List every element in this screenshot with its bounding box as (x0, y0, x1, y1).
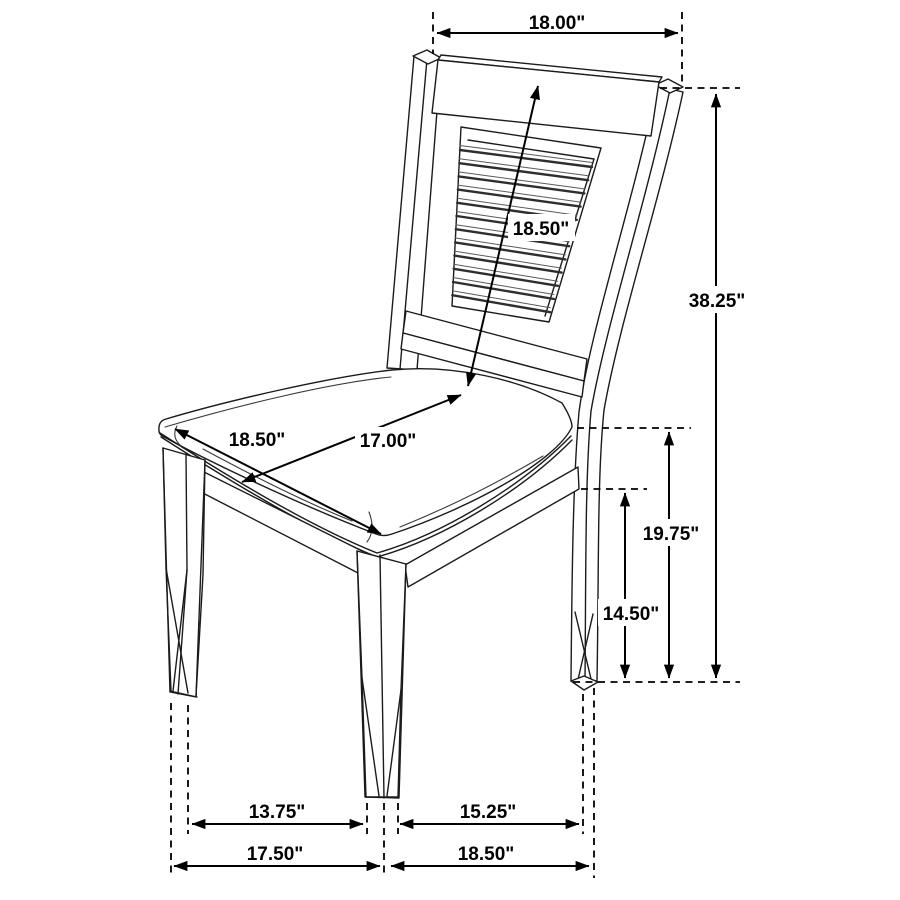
dim-label-back-top-width: 18.00" (528, 13, 586, 34)
front-right-leg (357, 551, 406, 798)
dim-label-seat-side: 18.50" (228, 430, 286, 451)
dim-label-side-inner: 15.25" (459, 802, 517, 823)
chair-drawing (159, 50, 683, 798)
dim-front-legs-inner-span (192, 802, 363, 824)
dim-label-seat-diagonal: 17.00" (359, 431, 417, 452)
front-left-leg (163, 448, 205, 697)
dim-front-legs-outer-span (174, 844, 380, 866)
rear-right-leg (571, 79, 683, 690)
dim-side-legs-outer-span (391, 844, 589, 866)
dim-label-seat-front-height: 14.50" (602, 604, 660, 625)
dim-label-back-diagonal: 18.50" (512, 219, 570, 240)
dim-side-legs-inner-span (400, 802, 579, 824)
dim-label-front-inner: 13.75" (248, 802, 306, 823)
dim-label-seat-back-height: 19.75" (642, 524, 700, 545)
dim-label-overall-height: 38.25" (688, 291, 746, 312)
dim-label-side-outer: 18.50" (457, 844, 515, 865)
dim-label-front-outer: 17.50" (246, 844, 304, 865)
crest-rail (432, 55, 662, 136)
